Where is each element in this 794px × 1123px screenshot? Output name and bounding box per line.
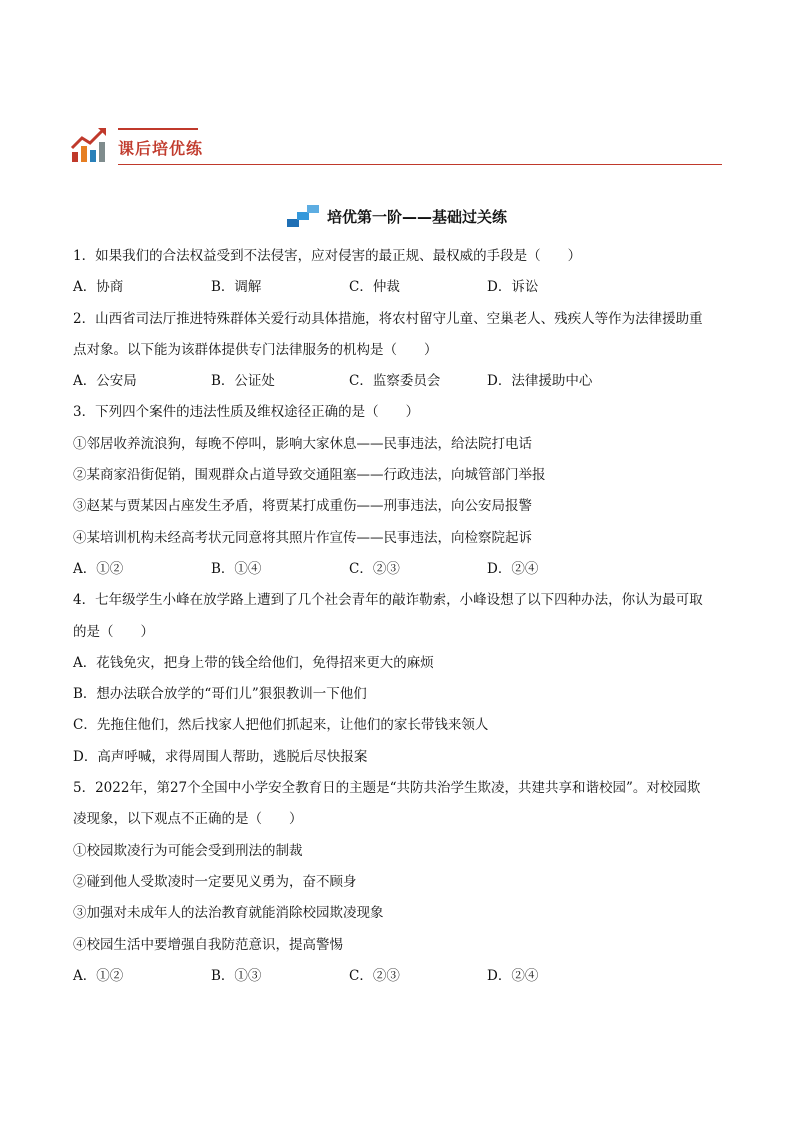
question-5 [73,773,723,992]
question-text-line: C．先拖住他们，然后找家人把他们抓起来，让他们的家长带钱来领人 [73,717,489,734]
option-a: A．公安局 [73,373,137,390]
stairs-icon [287,203,321,229]
option-a: A．①② [73,560,124,577]
question-text-line: 4．七年级学生小峰在放学路上遭到了几个社会青年的敲诈勒索，小峰设想了以下四种办法，你认为最可取 [73,592,703,609]
options-row [73,366,723,397]
question-text-line: 1．如果我们的合法权益受到不法侵害，应对侵害的最正规、最权威的手段是（ ） [73,248,582,264]
options-row [73,554,723,585]
question-1 [73,241,723,304]
option-b: B．调解 [211,279,262,296]
question-text-line: ③加强对未成年人的法治教育就能消除校园欺凌现象 [73,905,384,922]
question-text-line: 2．山西省司法厅推进特殊群体关爱行动具体措施，将农村留守儿童、空巢老人、残疾人等作为法律援助重 [73,310,703,327]
option-c: C．②③ [349,560,400,577]
option-a: A．①② [73,967,124,984]
bar-chart-arrow-icon [70,126,108,164]
question-text-line: ②某商家沿街促销，围观群众占道导致交通阻塞——行政违法，向城管部门举报 [73,467,546,484]
question-text-line: 3．下列四个案件的违法性质及维权途径正确的是（ ） [73,404,420,421]
question-text-line: ②碰到他人受欺凌时一定要见义勇为，奋不顾身 [73,873,357,890]
option-c: C．监察委员会 [349,373,441,390]
question-text-line: ①邻居收养流浪狗，每晚不停叫，影响大家休息——民事违法，给法院打电话 [73,435,532,452]
option-c: C．②③ [349,967,400,984]
header-title: 课后培优练 [118,139,204,158]
question-text-line: A．花钱免灾，把身上带的钱全给他们，免得招来更大的麻烦 [73,654,434,671]
section-heading [0,203,794,233]
options-row [73,272,723,303]
question-text-line: ④某培训机构未经高考状元同意将其照片作宣传——民事违法，向检察院起诉 [73,529,532,546]
question-2 [73,304,723,398]
question-text-line: 点对象。以下能为该群体提供专门法律服务的机构是（ ） [73,341,438,358]
question-list [73,241,723,992]
options-row [73,961,723,992]
option-d: D．②④ [487,967,539,984]
question-text-line: ④校园生活中要增强自我防范意识，提高警惕 [73,936,343,953]
header-top-line [118,128,198,130]
question-text-line: D．高声呼喊，求得周围人帮助，逃脱后尽快报案 [73,748,368,765]
question-4 [73,585,723,773]
option-b: B．①④ [211,560,262,577]
option-d: D．法律援助中心 [487,373,593,390]
option-a: A．协商 [73,279,124,296]
page-header [70,122,722,166]
header-rule [118,164,722,165]
question-text-line: B．想办法联合放学的“哥们儿”狠狠教训一下他们 [73,686,367,703]
option-d: D．诉讼 [487,279,539,296]
option-d: D．②④ [487,560,539,577]
section-title: 培优第一阶——基础过关练 [326,207,507,226]
option-b: B．①③ [211,967,262,984]
question-text-line: 凌现象，以下观点不正确的是（ ） [73,811,303,828]
question-text-line: 的是（ ） [73,623,154,640]
option-b: B．公证处 [211,373,275,390]
option-c: C．仲裁 [349,279,400,296]
question-text-line: 5．2022年，第27个全国中小学安全教育日的主题是“共防共治学生欺凌，共建共享和谐校园”。对校园欺 [73,780,701,797]
question-3 [73,397,723,585]
question-text-line: ①校园欺凌行为可能会受到刑法的制裁 [73,842,303,859]
question-text-line: ③赵某与贾某因占座发生矛盾，将贾某打成重伤——刑事违法，向公安局报警 [73,498,532,515]
